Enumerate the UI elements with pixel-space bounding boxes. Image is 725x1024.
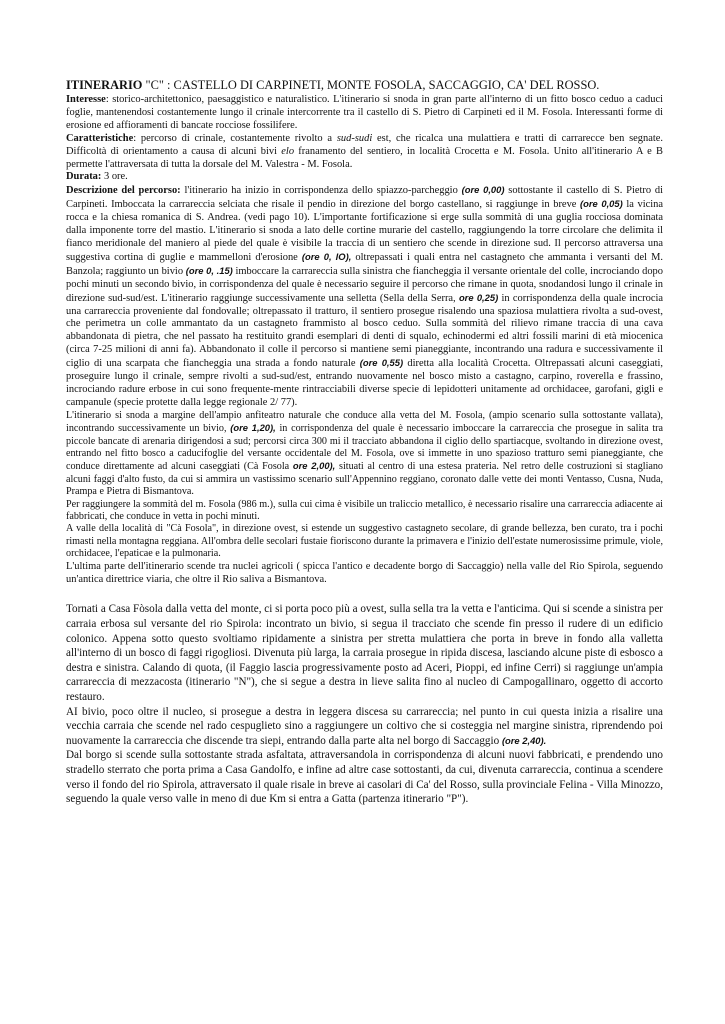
bivio-text: AI bivio, poco oltre il nucleo, si prosegue a destra in leggera discesa su carrareccia; nel punto in cui questa inizia a risalire una vecchia carraia che scende nel rado cespuglieto sino a raggiungere un coltivo che si costeggia nel margine sinistra, riprendendo poi nuovamente la carrareccia che discende tra siepi, entrando dalla parte alta nel borgo di Saccaggio [66, 705, 663, 747]
caratteristiche-label: Caratteristiche [66, 132, 134, 144]
time-marker: (ore 0,05) [580, 198, 623, 210]
second-section [66, 602, 663, 806]
time-marker: ore 0,25) [458, 291, 499, 303]
castagneto-paragraph: A valle della località di "Cà Fosola", in direzione ovest, si estende un suggestivo castagneto secolare, di grande bellezza, ben curato, tra i pochi rimasti nella montagna reggiana. All'ombra delle secolari fustaie fioriscono durante la primavera e l'inizio dell'estate numerosissime primule, viole, orchidacee, l'epaticae e la pulmonaria. [66, 523, 663, 560]
caratteristiche-paragraph [66, 133, 663, 172]
desc-text: diretta alla località Crocetta. Oltrepassati alcuni caseggiati, proseguire lungo il crinale, sempre rivolti a sud-sud/est, entrando nuovamente nel bosco misto a castagno, carpino, roverella e frassino, incrociando radure erbose in cui sono frequente-mente rintracciabili diverse specie di lepidotteri unitamente ad orchidacee, garofani, gigli e campanule (specie protette dalla legge regionale 2/ 77). [66, 358, 664, 408]
sommita-paragraph: Per raggiungere la sommità del m. Fosola (986 m.), sulla cui cima è visibile un traliccio metallico, è necessario risalire una carrareccia adiacente ai fabbricati, che conduce in vetta in pochi minuti. [66, 498, 663, 522]
para2-text: in corrispondenza del quale è necessario imboccare la carrareccia che prosegue in salita tra piccole bancate di arenaria dirigendosi a sud; percorsi circa 300 mi il tracciato abbandona il ciglio dello spartiacque, svoltando in direzione ovest, entrando nel fitto bosco a caducifoglie del versante occidentale del M. Fosola, ove si immette in uno spazioso tratturo semi pianeggiante, che conduce direttamente ad alcuni caseggiati (Cà Fosola [66, 423, 664, 473]
caratteristiche-elo: elo [281, 145, 295, 157]
desc-text: oltrepassati i quali entra nel castagneto che ammanta i versanti del M. Banzola; raggiunto un bivio [66, 251, 663, 277]
itinerary-title [66, 78, 663, 93]
descrizione-label: Descrizione del percorso: [66, 185, 181, 197]
para2-text: situati al centro di una estesa prateria. Nel retro delle costruzioni si stagliano alcuni faggi d'alto fusto, da cui si ammira un vastissimo scenario sull'Appennino reggiano, coronato dalle vette dei monti Ventasso, Cusna, Nuda, Prampa e Pietra di Bismantova. [66, 461, 663, 498]
time-marker: (ore 2,40). [501, 734, 547, 746]
ultima-parte-paragraph: L'ultima parte dell'itinerario scende tra nuclei agricoli ( spicca l'antico e decadente borgo di Saccaggio) nella valle del Rio Spirola, seguendo un'antica direttrice viaria, che oltre il Rio saliva a Bismantova. [66, 560, 663, 585]
first-section [66, 94, 663, 586]
desc-text: imboccare la carrareccia sulla sinistra che fiancheggia il versante orientale del colle, incrociando dopo pochi minuti un secondo bivio, in corrispondenza del quale è necessario seguire il percorso che rimane in quota, snodandosi lungo il crinale in direzione sud-sud/est. L'itinerario raggiunge successivamente una selletta (Sella della Serra, [66, 265, 663, 304]
borgo-paragraph: Dal borgo si scende sulla sottostante strada asfaltata, attraversandola in corrispondenza di alcuni nuovi fabbricati, e prendendo uno stradello sterrato che porta prima a Casa Gandolfo, e infine ad altre case sottostanti, da cui, divenuta carrareccia, continua a scendere verso il fondo del rio Spirola, attraversato il quale risale in breve ai casolari di Ca' del Rosso, sulla provinciale Felina - Villa Minozzo, seguendo la quale verso valle in meno di due Km si entra a Gatta (partenza itinerario "P"). [66, 749, 663, 806]
durata-text: 3 ore. [101, 171, 128, 183]
tornati-paragraph: Tornati a Casa Fòsola dalla vetta del monte, ci si porta poco più a ovest, sulla sella tra la vetta e l'anticima. Qui si scende a sinistra per carraia erbosa sul versante del rio Spirola: incontrato un bivio, si segua il tracciato che scende fin presso il rudere di un edificio colonico. Appena sotto questo svoltiamo ripidamente a sinistra per stretta mulattiera che porta in breve in fondo alla valletta all'interno di un bosco di faggi rigogliosi. Divenuta più larga, la carraia prosegue in ripida discesa, lasciando alcune piste di esbosco a destra e sinistra. Calando di quota, (il Faggio lascia progressivamente posto ad Aceri, Pioppi, ed infine Cerri) si raggiunge un'ampia carrareccia di mezzacosta (itinerario "N"), che si segue a destra in lieve salita fino al nucleo di Campogallinaro, oggetto di accorto restauro. [66, 603, 663, 703]
title-rest: "C" : CASTELLO DI CARPINETI, MONTE FOSOLA, SACCAGGIO, CA' DEL ROSSO. [142, 78, 600, 92]
caratteristiche-text-a: : percorso di crinale, costantemente rivolto a [133, 132, 337, 144]
time-marker: (ore 0, lO), [301, 250, 352, 262]
desc-text: l'itinerario ha inizio in corrispondenza dello spiazzo-parcheggio [180, 185, 462, 197]
time-marker: (ore 1,20), [230, 422, 276, 434]
para2-text: L'itinerario si snoda a margine dell'ampio anfiteatro naturale che conduce alla vetta del M. Fosola, (ampio scenario sulla sottostante vallata), incontrando successivamente un bivio, [66, 409, 663, 435]
bivio-paragraph [66, 705, 663, 749]
caratteristiche-direction: sud-sudi [336, 132, 373, 144]
section-gap [66, 586, 663, 602]
time-marker: (ore 0,00) [461, 184, 505, 196]
interesse-paragraph [66, 94, 663, 133]
time-marker: (ore 0, .15) [185, 264, 233, 276]
desc-text: la vicina rocca e la chiesa romanica di S. Andrea. (vedi pago 10). L'importante fortificazione si erge sulla sommità di una guglia rocciosa dominata dalla imponente torre del mastio. L'itinerario si snoda a lato delle cortine murarie del castello, raggiungendo la torre circolare che delimita il fianco meridionale del maniero al piede del quale è visibile la traccia di un sentiero che scende in direzione sud. Il percorso attraversa una suggestiva cortina di guglie e mammelloni d'erosione [66, 199, 663, 263]
time-marker: ore 2,00), [292, 460, 336, 472]
anfiteatro-paragraph [66, 410, 663, 499]
interesse-label: Interesse [66, 94, 106, 105]
caratteristiche-text-b: est, che ricalca una mulattiera e tratti di carrarecce ben segnate. Difficoltà di orientamento a causa di alcuni bivi [66, 132, 663, 157]
desc-text: in corrispondenza della quale incrocia una carrareccia proveniente dal fondovalle; oltrepassato il tratturo, il sentiero prosegue risalendo una spaziosa mulattiera rivolta a sud-ovest, che perimetra un colle ammantato da un castagneto frammisto al bosco ceduo. Sulla sommità del rilievo rimane traccia di una cava abbandonata di pietra, che nel passato ha restituito grandi esemplari di denti di squalo, echinodermi ed altri fossili marini di età miocenica (circa 7-25 milioni di anni fa). Abbandonato il colle il percorso si mantiene semi pianeggiante, incontrando una radura e successivamente il ciglio di una scarpata che fiancheggia una strada a fondo naturale [66, 292, 664, 370]
durata-paragraph [66, 171, 663, 184]
desc-text: sottostante il castello di S. Pietro di Carpineti. Imboccata la carrareccia selciata che risale il pendio in direzione del borgo castellano, si raggiunge in breve [66, 185, 664, 211]
time-marker: (ore 0,55) [359, 357, 404, 369]
descrizione-paragraph [66, 184, 663, 409]
durata-label: Durata: [66, 171, 102, 183]
title-bold: ITINERARIO [66, 78, 143, 92]
caratteristiche-text-c: franamento del sentiero, in località Crocetta e M. Fosola. Unito all'itinerario A e B permette l'attraversata di tutta la dorsale del M. Valestra - M. Fosola. [66, 145, 663, 170]
interesse-text: : storico-architettonico, paesaggistico e naturalistico. L'itinerario si snoda in gran parte all'interno di un fitto bosco ceduo a caduci foglie, mantenendosi costantemente lungo il crinale intercorrente tra il castello di S. Pietro di Carpineti ed il M. Fosola. Interessanti forme di erosione ed affioramenti di bancate rocciose fossilifere. [66, 94, 663, 131]
